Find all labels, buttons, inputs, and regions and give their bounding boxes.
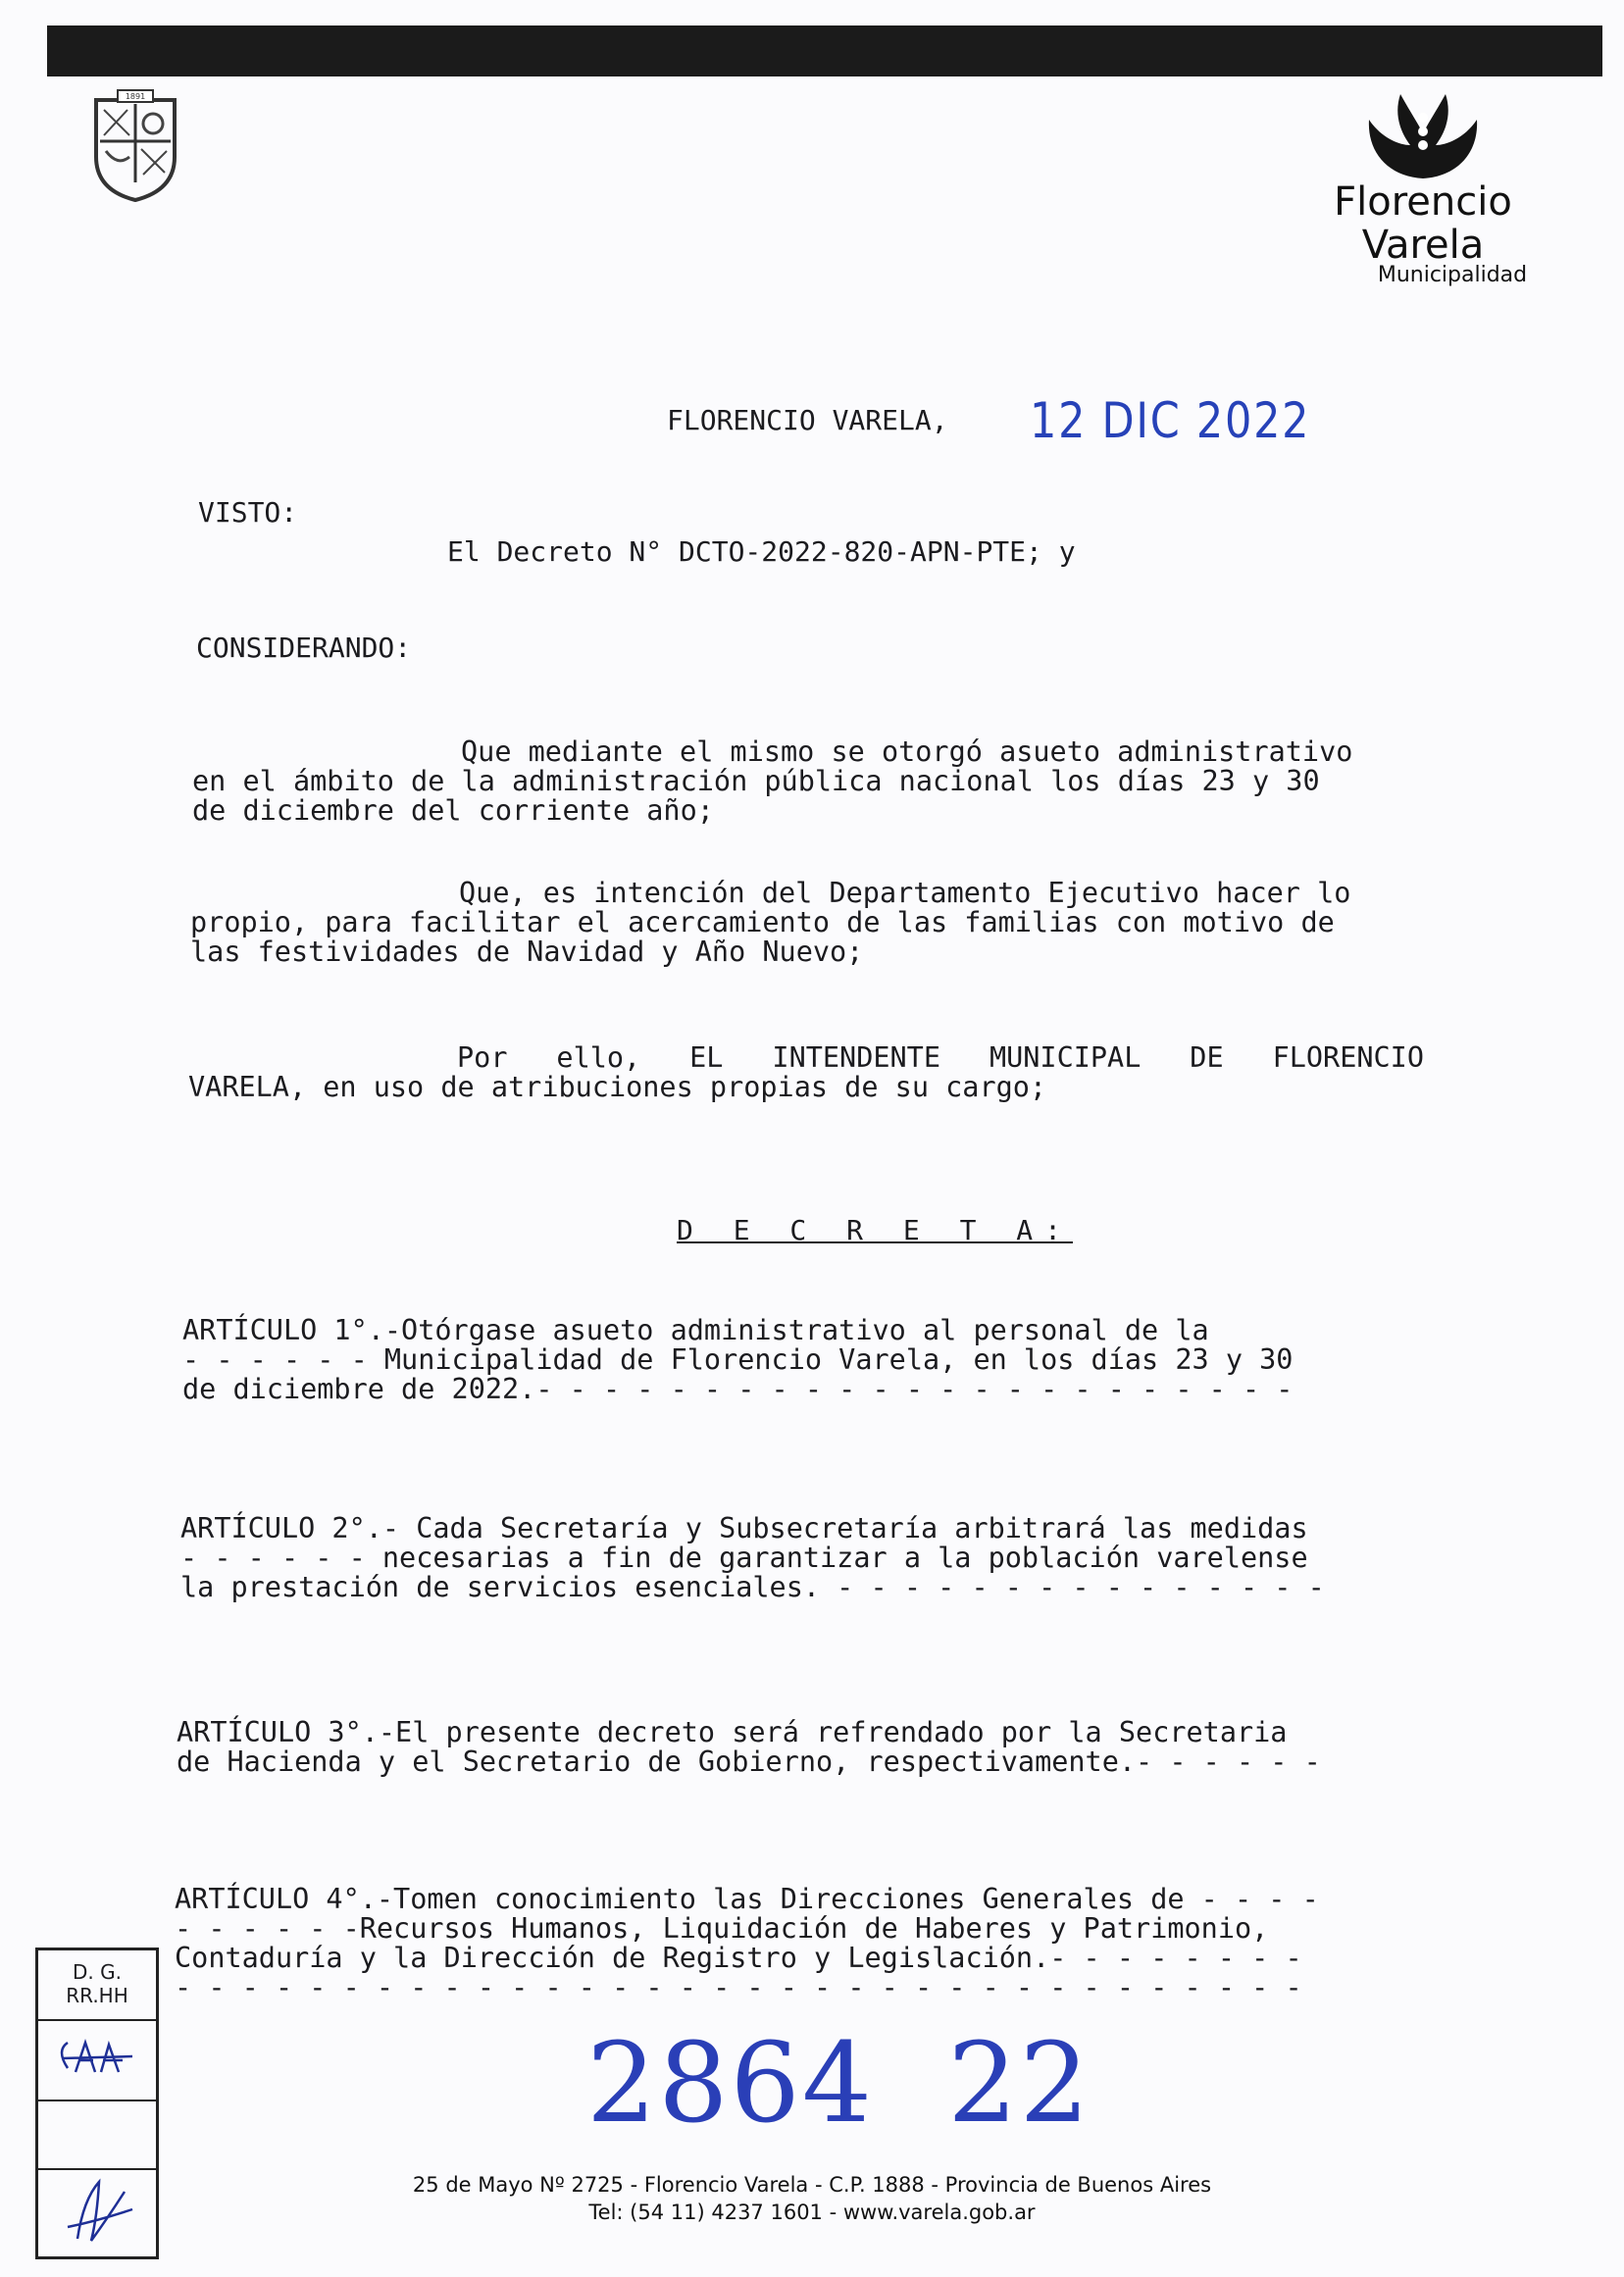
article-1: ARTÍCULO 1°.-Otórgase asueto administrativo al personal de la - - - - - - Municipalidad de Florencio Varela, en los días 23 y 30 de diciembre de 2022.- - - - - - - - - - - - - - - - - - - - - - - [182,1314,1294,1405]
decree-number-stamp: 2864 22 [586,2020,1091,2148]
considerando-paragraph-2: Que, es intención del Departamento Ejecutivo hacer lo propio, para facilitar el acercamiento de las familias con motivo de las festividades de Navidad y Año Nuevo; [190,877,1351,968]
date-stamp: 12 DIC 2022 [1030,392,1311,449]
footer-contact: Tel: (54 11) 4237 1601 - www.varela.gob.ar [588,2201,1036,2224]
article-2: ARTÍCULO 2°.- Cada Secretaría y Subsecretaría arbitrará las medidas - - - - - - necesarias a fin de garantizar a la población varelense la prestación de servicios esenciales. - - - - - - - - - - - - - - - [180,1512,1325,1603]
considerando-paragraph-3: Por ello, EL INTENDENTE MUNICIPAL DE FLORENCIO VARELA, en uso de atribuciones propias de su cargo; [188,1041,1424,1103]
visto-text: El Decreto N° DCTO-2022-820-APN-PTE; y [447,535,1076,568]
visto-label: VISTO: [198,496,298,529]
crest-year: 1891 [125,92,146,101]
considerando-label: CONSIDERANDO: [196,632,412,664]
article-4: ARTÍCULO 4°.-Tomen conocimiento las Direcciones Generales de - - - - - - - - - -Recursos Humanos, Liquidación de Haberes y Patrimonio, Contaduría y la Dirección de Registro y Legislación.- - - - - - - - - - - - - - - - - - - - - - - - - - - - - - - - - - - - - - - - - - [175,1883,1319,2003]
article-3: ARTÍCULO 3°.-El presente decreto será refrendado por la Secretaria de Hacienda y el Secretario de Gobierno, respectivamente.- - - - - - [177,1716,1321,1778]
top-black-bar [47,25,1602,76]
considerando-paragraph-1: Que mediante el mismo se otorgó asueto administrativo en el ámbito de la administración pública nacional los días 23 y 30 de diciembre del corriente año; [192,735,1353,827]
municipal-crest-icon [88,88,182,204]
municipality-logo [1271,90,1575,287]
rrhh-label: D. G. RR.HH [38,1950,156,2021]
org-subtitle: Municipalidad [1377,263,1528,287]
handwritten-initials-icon [38,2021,156,2100]
empty-cell [38,2101,156,2170]
footer-address: 25 de Mayo Nº 2725 - Florencio Varela - C.P. 1888 - Provincia de Buenos Aires [412,2173,1212,2197]
flower-logo-icon [1359,90,1487,180]
initials-cell [38,2021,156,2101]
place-label: FLORENCIO VARELA, [667,404,948,436]
decreta-heading: D E C R E T A: [677,1214,1074,1246]
org-name: Florencio Varela [1334,179,1512,268]
